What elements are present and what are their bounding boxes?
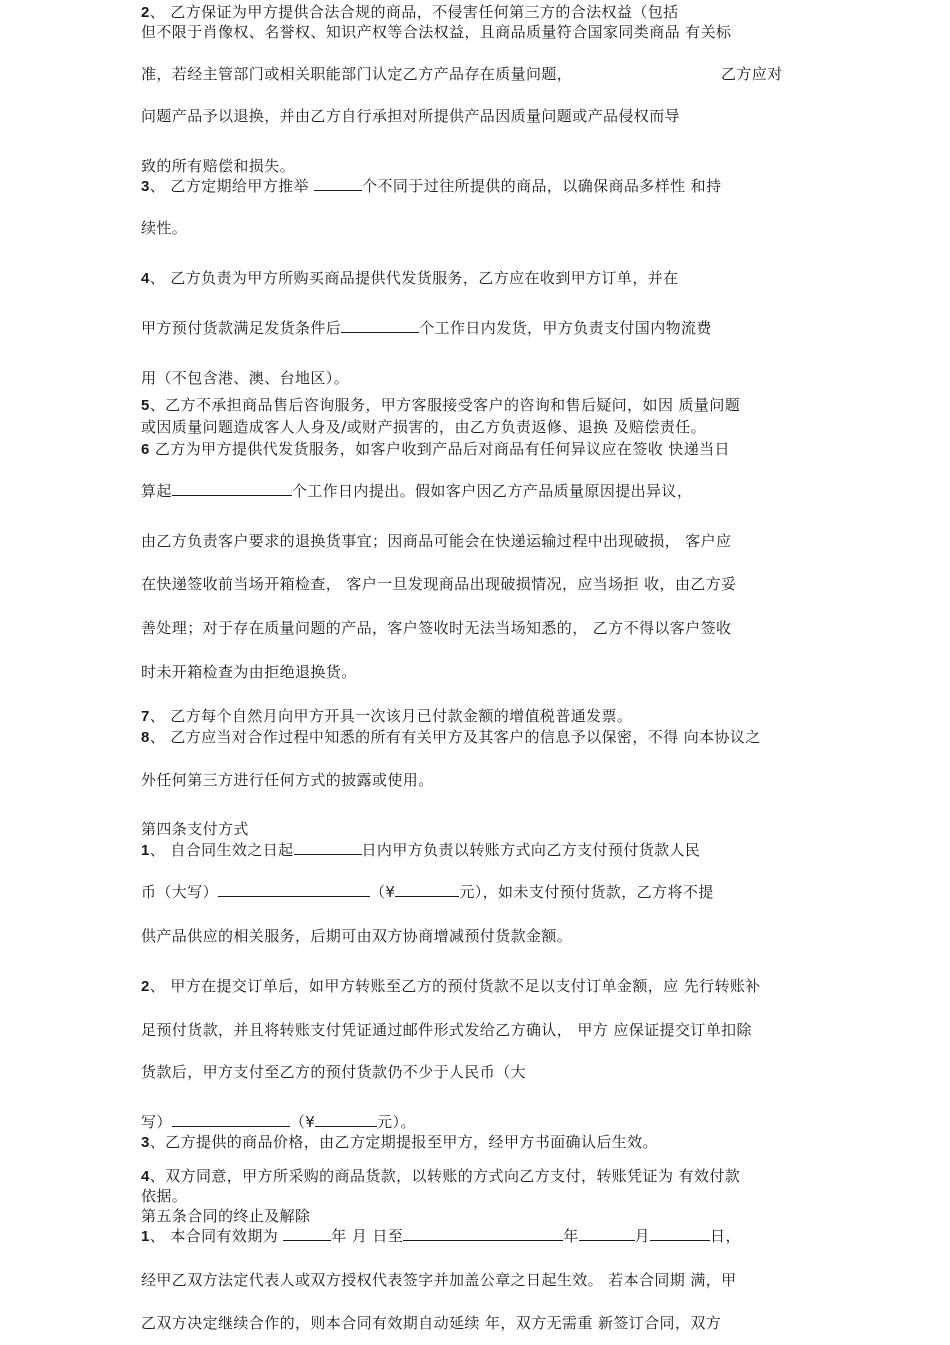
payment-1-line-3: 供产品供应的相关服务，后期可由双方协商增减预付货款金额。 — [141, 927, 573, 945]
payment-1-line-2: 币（大写） （¥ 元），如未支付预付货款，乙方将不提 — [141, 883, 714, 901]
blank-field — [172, 1112, 290, 1127]
section-5-heading: 第五条合同的终止及解除 — [141, 1207, 311, 1225]
term-1-line-2: 经甲乙双方法定代表人或双方授权代表签字并加盖公章之日起生效。 若本合同期 满，甲 — [141, 1271, 737, 1289]
payment-4-line-2: 依据。 — [141, 1187, 188, 1205]
blank-field — [294, 840, 362, 855]
clause-3-line-2: 续性。 — [141, 219, 188, 237]
clause-6-line-3: 由乙方负责客户要求的退换货事宜；因商品可能会在快递运输过程中出现破损， 客户应 — [141, 532, 732, 550]
clause-2-line-2: 但不限于肖像权、名誉权、知识产权等合法权益，且商品质量符合国家同类商品 有关标 — [141, 23, 732, 41]
section-4-heading: 第四条支付方式 — [141, 820, 249, 838]
blank-field — [314, 176, 362, 191]
clause-6-line-4: 在快递签收前当场开箱检查， 客户一旦发现商品出现破损情况，应当场拒 收，由乙方妥 — [141, 575, 737, 593]
clause-2-line-4: 问题产品予以退换，并由乙方自行承担对所提供产品因质量问题或产品侵权而导 — [141, 107, 681, 125]
clause-5-line-2: 或因质量问题造成客人人身及/或财产损害的，由乙方负责返修、退换 及赔偿责任。 — [141, 418, 707, 436]
blank-field — [218, 882, 370, 897]
term-1-line-3: 乙双方决定继续合作的，则本合同有效期自动延续 年，双方无需重 新签订合同，双方 — [141, 1314, 722, 1332]
clause-6-line-2: 算起 个工作日内提出。假如客户因乙方产品质量原因提出异议， — [141, 482, 693, 500]
clause-6-line-6: 时未开箱检查为由拒绝退换货。 — [141, 663, 357, 681]
blank-field — [395, 882, 459, 897]
payment-2-line-4: 写） （¥ 元）。 — [141, 1113, 416, 1131]
payment-2-line-1: 2、 甲方在提交订单后，如甲方转账至乙方的预付货款不足以支付订单金额，应 先行转账补 — [141, 977, 761, 995]
clause-6-line-5: 善处理；对于存在质量问题的产品，客户签收时无法当场知悉的， 乙方不得以客户签收 — [141, 619, 732, 637]
payment-2-line-2: 足预付货款，并且将转账支付凭证通过邮件形式发给乙方确认， 甲方 应保证提交订单扣除 — [141, 1021, 752, 1039]
clause-7-line-1: 7、 乙方每个自然月向甲方开具一次该月已付款金额的增值税普通发票。 — [141, 707, 633, 725]
clause-2-line-3: 准，若经主管部门或相关职能部门认定乙方产品存在质量问题， 乙方应对 — [141, 65, 783, 83]
clause-4-line-2: 甲方预付货款满足发货条件后 个工作日内发货，甲方负责支付国内物流费 — [141, 319, 712, 337]
clause-3-line-1: 3、 乙方定期给甲方推举 个不同于过往所提供的商品，以确保商品多样性 和持 — [141, 177, 722, 195]
clause-4-line-1: 4、 乙方负责为甲方所购买商品提供代发货服务，乙方应在收到甲方订单，并在 — [141, 269, 679, 287]
clause-8-line-1: 8、 乙方应当对合作过程中知悉的所有有关甲方及其客户的信息予以保密，不得 向本协议之 — [141, 728, 761, 746]
clause-2-line-1: 2、 乙方保证为甲方提供合法合规的商品，不侵害任何第三方的合法权益（包括 — [141, 3, 679, 21]
payment-2-line-3: 货款后，甲方支付至乙方的预付货款仍不少于人民币（大 — [141, 1063, 527, 1081]
blank-field — [283, 1226, 331, 1241]
payment-3-line-1: 3、乙方提供的商品价格，由乙方定期提报至甲方，经甲方书面确认后生效。 — [141, 1133, 658, 1151]
blank-field — [172, 481, 292, 496]
blank-field — [315, 1112, 377, 1127]
blank-field — [403, 1226, 563, 1241]
clause-5-line-1: 5、乙方不承担商品售后咨询服务，甲方客服接受客户的咨询和售后疑问，如因 质量问题 — [141, 396, 741, 414]
payment-1-line-1: 1、 自合同生效之日起 日内甲方负责以转账方式向乙方支付预付货款人民 — [141, 841, 701, 859]
clause-4-line-3: 用（不包含港、澳、台地区）。 — [141, 369, 350, 387]
clause-8-line-2: 外任何第三方进行任何方式的披露或使用。 — [141, 771, 434, 789]
blank-field — [579, 1226, 635, 1241]
blank-field — [650, 1226, 710, 1241]
term-1-line-1: 1、 本合同有效期为 年 月 日至 年 月 日， — [141, 1227, 741, 1245]
blank-field — [341, 318, 419, 333]
clause-2-line-5: 致的所有赔偿和损失。 — [141, 157, 296, 175]
clause-6-line-1: 6 乙方为甲方提供代发货服务，如客户收到产品后对商品有任何异议应在签收 快递当日 — [141, 440, 730, 458]
payment-4-line-1: 4、双方同意，甲方所采购的商品货款，以转账的方式向乙方支付，转账凭证为 有效付款 — [141, 1167, 741, 1185]
